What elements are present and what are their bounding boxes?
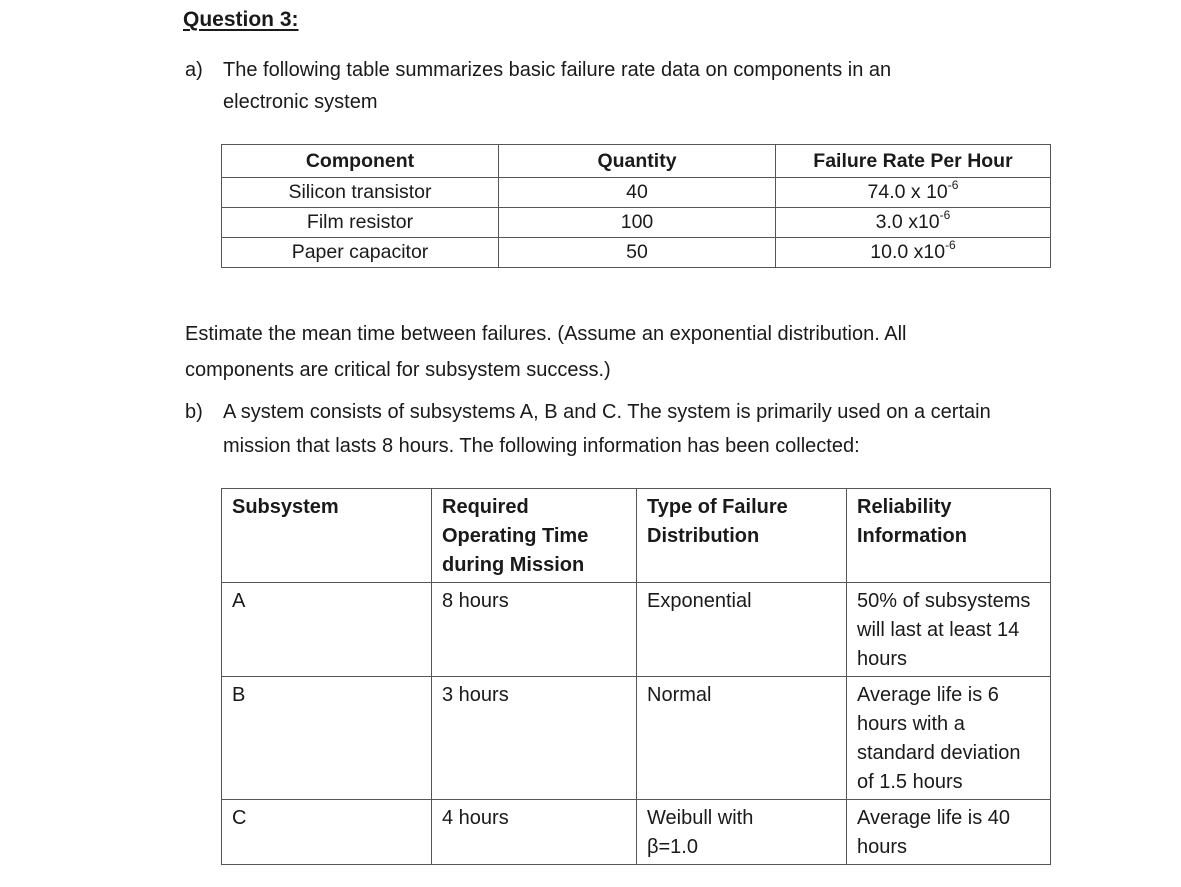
rate-exponent: -6 bbox=[945, 238, 956, 252]
cell-subsystem: B bbox=[222, 677, 432, 800]
cell-distribution bbox=[637, 800, 847, 865]
header-line: Distribution bbox=[647, 525, 760, 547]
estimate-line-1: Estimate the mean time between failures. (Assume an exponential distribution. All bbox=[185, 323, 907, 345]
table-row bbox=[222, 677, 1051, 800]
header-component: Component bbox=[222, 145, 499, 178]
header-line: Reliability bbox=[857, 496, 952, 518]
header-line: Required bbox=[442, 496, 529, 518]
cell-subsystem: A bbox=[222, 583, 432, 677]
rate-exponent: -6 bbox=[939, 208, 951, 222]
part-a-line-2: electronic system bbox=[223, 91, 378, 113]
header-quantity: Quantity bbox=[499, 145, 776, 178]
cell-reliability-info bbox=[847, 677, 1051, 800]
cell-line: hours bbox=[857, 648, 908, 670]
cell-distribution bbox=[637, 583, 847, 677]
header-reliability-info bbox=[847, 489, 1051, 583]
cell-reliability-info bbox=[847, 583, 1051, 677]
part-b-line-2: mission that lasts 8 hours. The following information has been collected: bbox=[223, 435, 860, 457]
cell-line: Weibull with bbox=[647, 807, 754, 829]
cell-line: of 1.5 hours bbox=[857, 771, 963, 793]
table-row bbox=[222, 238, 1051, 268]
cell-component: Silicon transistor bbox=[222, 178, 499, 208]
component-failure-table bbox=[221, 144, 1051, 268]
cell-quantity: 100 bbox=[499, 208, 776, 238]
estimate-text bbox=[185, 316, 906, 388]
cell-subsystem: C bbox=[222, 800, 432, 865]
cell-operating-time: 4 hours bbox=[432, 800, 637, 865]
cell-line: standard deviation bbox=[857, 742, 1021, 764]
table-header-row bbox=[222, 489, 1051, 583]
cell-line: hours bbox=[857, 836, 908, 858]
cell-failure-rate bbox=[776, 178, 1051, 208]
header-subsystem: Subsystem bbox=[222, 489, 432, 583]
header-line: during Mission bbox=[442, 554, 585, 576]
cell-component: Film resistor bbox=[222, 208, 499, 238]
cell-quantity: 40 bbox=[499, 178, 776, 208]
rate-base: 10.0 x10 bbox=[870, 241, 946, 263]
question-heading: Question 3: bbox=[183, 8, 299, 31]
part-a-line-1: The following table summarizes basic failure rate data on components in an bbox=[223, 59, 892, 81]
header-failure-rate: Failure Rate Per Hour bbox=[776, 145, 1051, 178]
cell-quantity: 50 bbox=[499, 238, 776, 268]
part-b-line-1: A system consists of subsystems A, B and C. The system is primarily used on a certain bbox=[223, 401, 991, 423]
cell-line: Exponential bbox=[647, 590, 752, 612]
table-row bbox=[222, 208, 1051, 238]
cell-failure-rate bbox=[776, 238, 1051, 268]
table-row bbox=[222, 583, 1051, 677]
cell-operating-time: 3 hours bbox=[432, 677, 637, 800]
header-line: Type of Failure bbox=[647, 496, 788, 518]
estimate-line-2: components are critical for subsystem success.) bbox=[185, 359, 611, 381]
cell-reliability-info bbox=[847, 800, 1051, 865]
table-row bbox=[222, 178, 1051, 208]
cell-line: Average life is 40 bbox=[857, 807, 1011, 829]
rate-base: 74.0 x 10 bbox=[867, 181, 948, 203]
cell-line: will last at least 14 bbox=[857, 619, 1020, 641]
table-row bbox=[222, 800, 1051, 865]
part-a-text bbox=[185, 54, 891, 118]
header-operating-time bbox=[432, 489, 637, 583]
rate-base: 3.0 x10 bbox=[875, 211, 940, 233]
cell-line: Average life is 6 bbox=[857, 684, 999, 706]
part-b-label: b) bbox=[185, 401, 203, 423]
cell-operating-time: 8 hours bbox=[432, 583, 637, 677]
subsystem-table bbox=[221, 488, 1051, 865]
cell-component: Paper capacitor bbox=[222, 238, 499, 268]
table-header-row bbox=[222, 145, 1051, 178]
cell-line: β=1.0 bbox=[647, 836, 698, 858]
cell-distribution bbox=[637, 677, 847, 800]
cell-line: Normal bbox=[647, 684, 712, 706]
rate-exponent: -6 bbox=[947, 178, 959, 192]
part-b-text bbox=[185, 395, 991, 463]
cell-line: hours with a bbox=[857, 713, 965, 735]
header-failure-distribution bbox=[637, 489, 847, 583]
cell-failure-rate bbox=[776, 208, 1051, 238]
header-line: Information bbox=[857, 525, 967, 547]
header-line: Operating Time bbox=[442, 525, 589, 547]
cell-line: 50% of subsystems bbox=[857, 590, 1031, 612]
part-a-label: a) bbox=[185, 59, 203, 81]
